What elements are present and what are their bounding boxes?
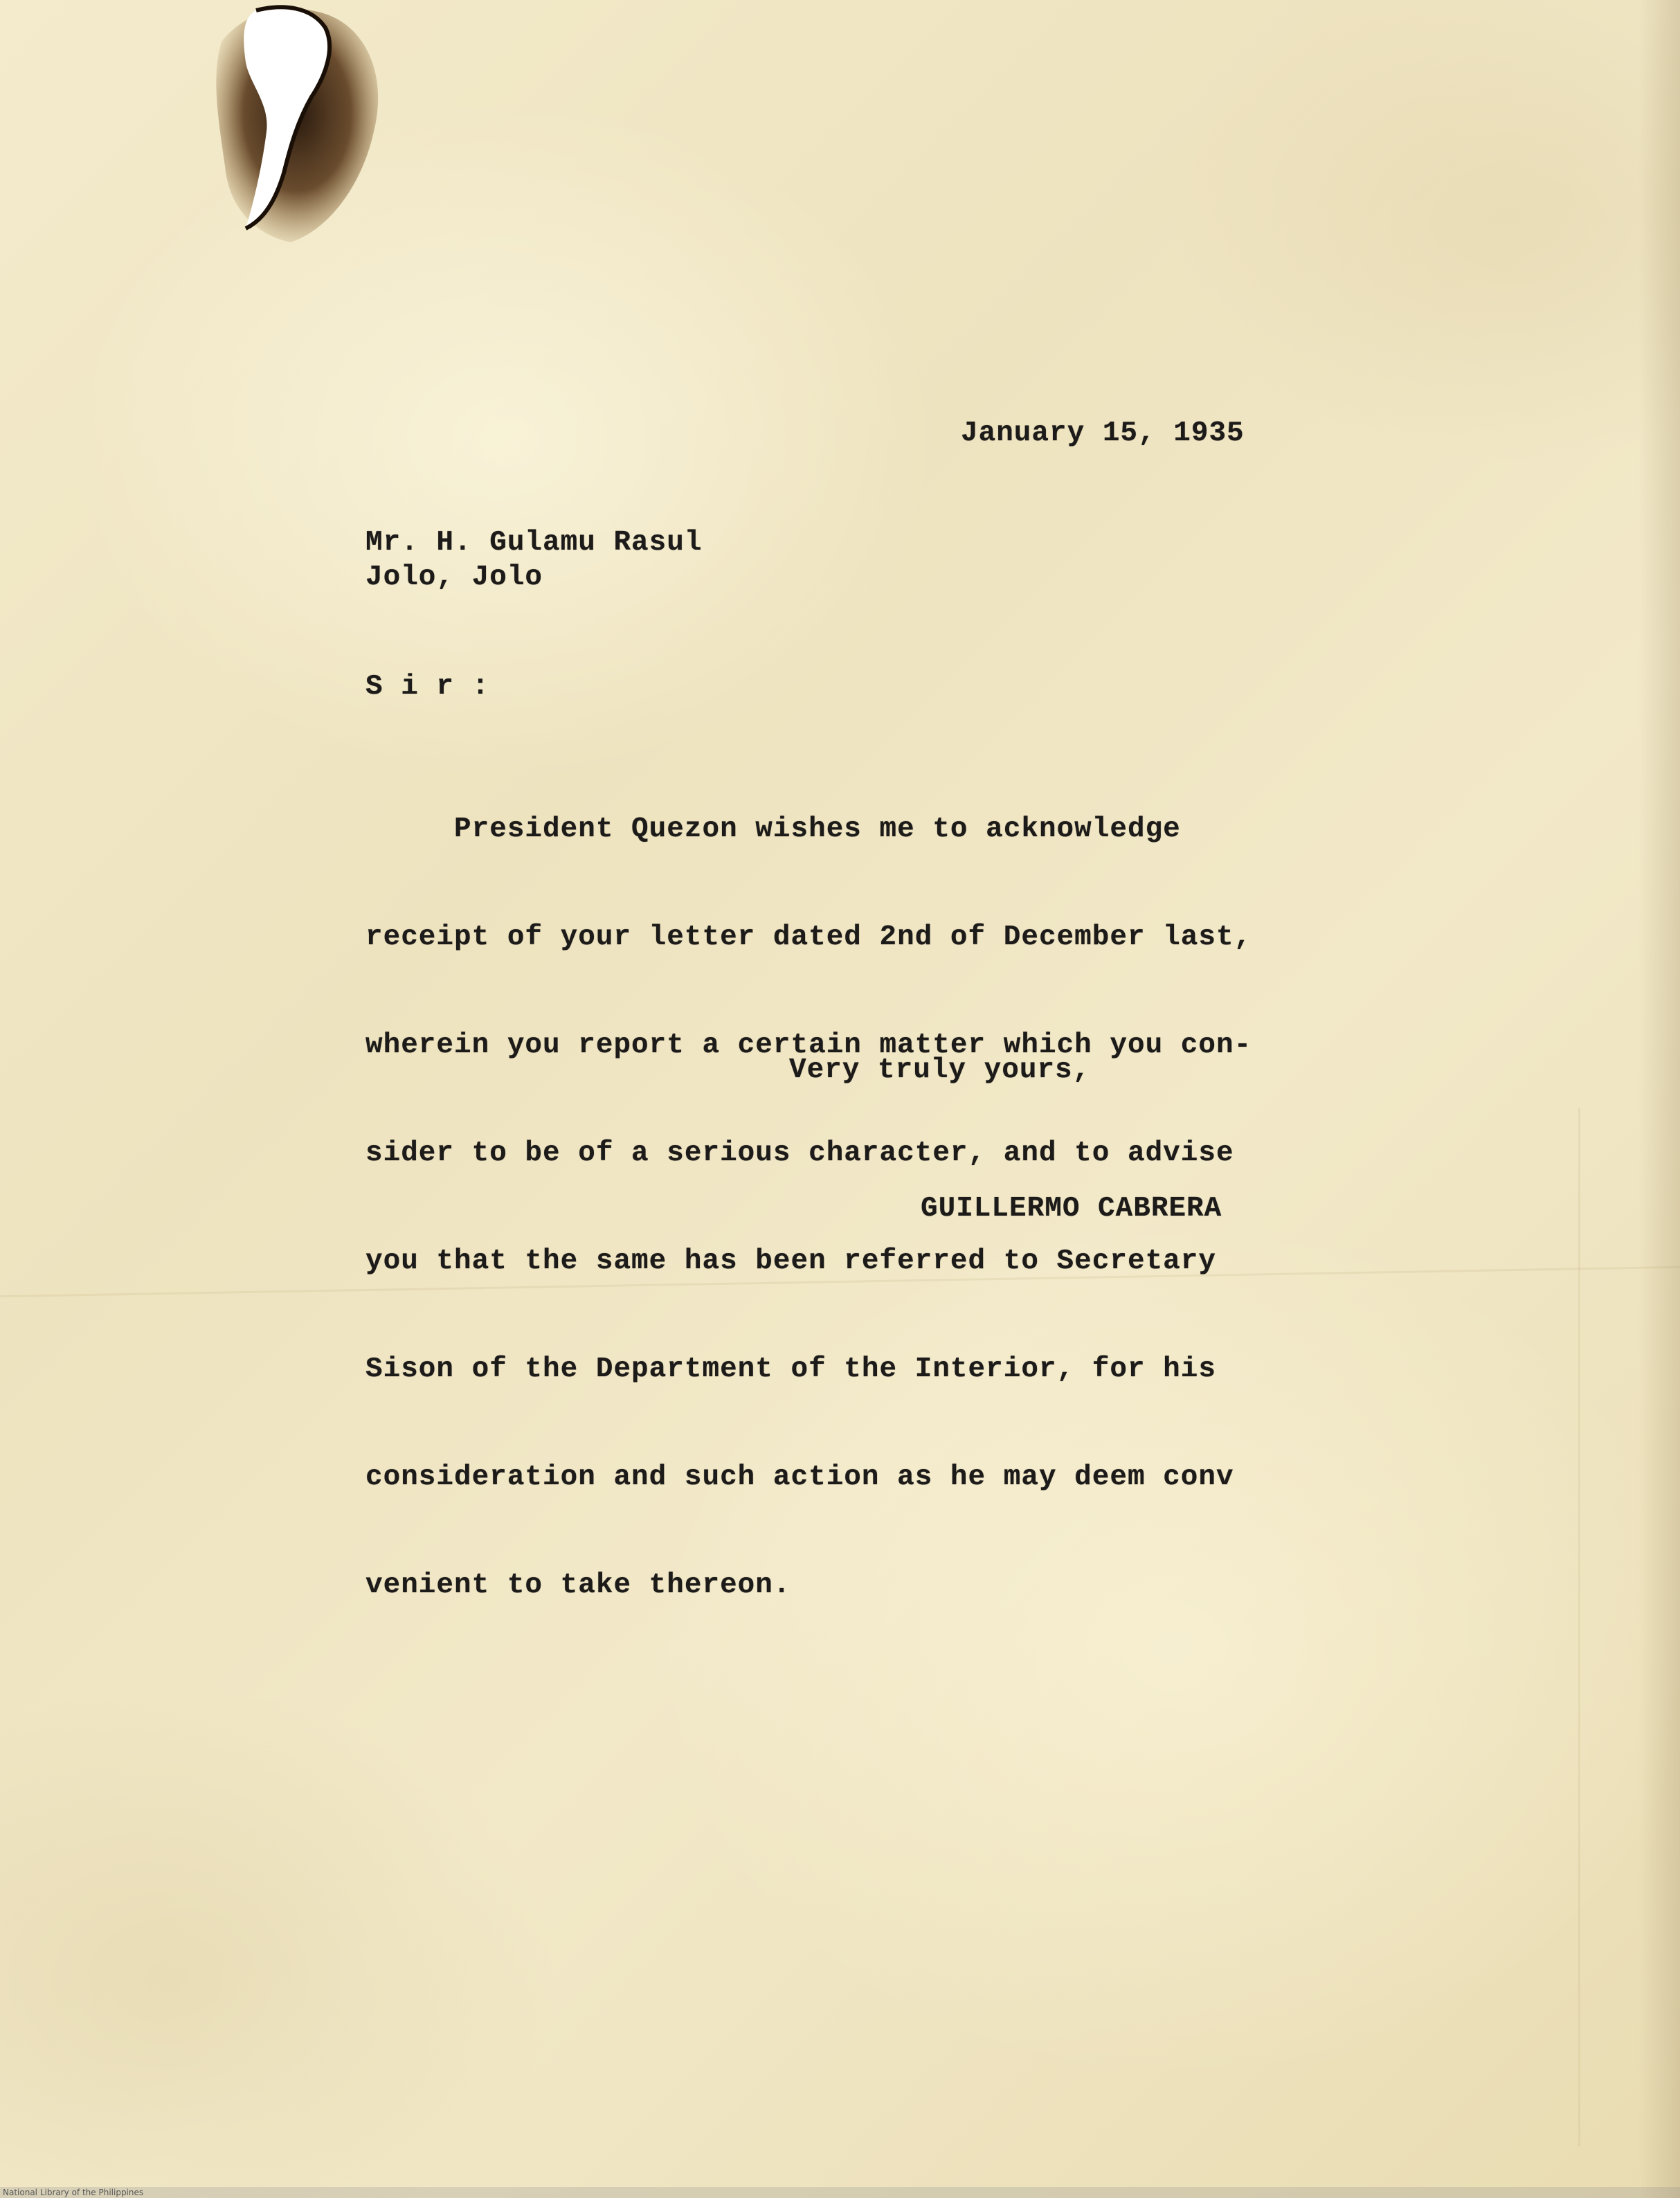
scan-footer [0, 2187, 1680, 2198]
signatory-name: GUILLERMO CABRERA [921, 1193, 1222, 1225]
closing: Very truly yours, [789, 1054, 1091, 1086]
body-line: you that the same has been referred to Secretary [365, 1245, 1216, 1277]
body-line: Sison of the Department of the Interior, for his [365, 1353, 1216, 1385]
body-line: receipt of your letter dated 2nd of December last, [365, 921, 1252, 953]
paper-crease [1578, 1108, 1580, 2146]
body-line: President Quezon wishes me to acknowledge [365, 813, 1181, 845]
recipient-name: Mr. H. Gulamu Rasul [365, 527, 703, 559]
recipient-address: Jolo, Jolo [365, 561, 543, 593]
body-line: consideration and such action as he may deem conv [365, 1461, 1234, 1493]
body-line: venient to take thereon. [365, 1569, 791, 1601]
body-line: sider to be of a serious character, and to advise [365, 1137, 1234, 1169]
body-line: wherein you report a certain matter which you con- [365, 1029, 1252, 1061]
burn-hole-icon [208, 0, 395, 249]
scan-label: National Library of the Philippines [3, 2188, 144, 2197]
page-edge-shadow [1638, 0, 1680, 2198]
salutation: S i r : [365, 671, 490, 703]
letter-date: January 15, 1935 [961, 417, 1245, 449]
